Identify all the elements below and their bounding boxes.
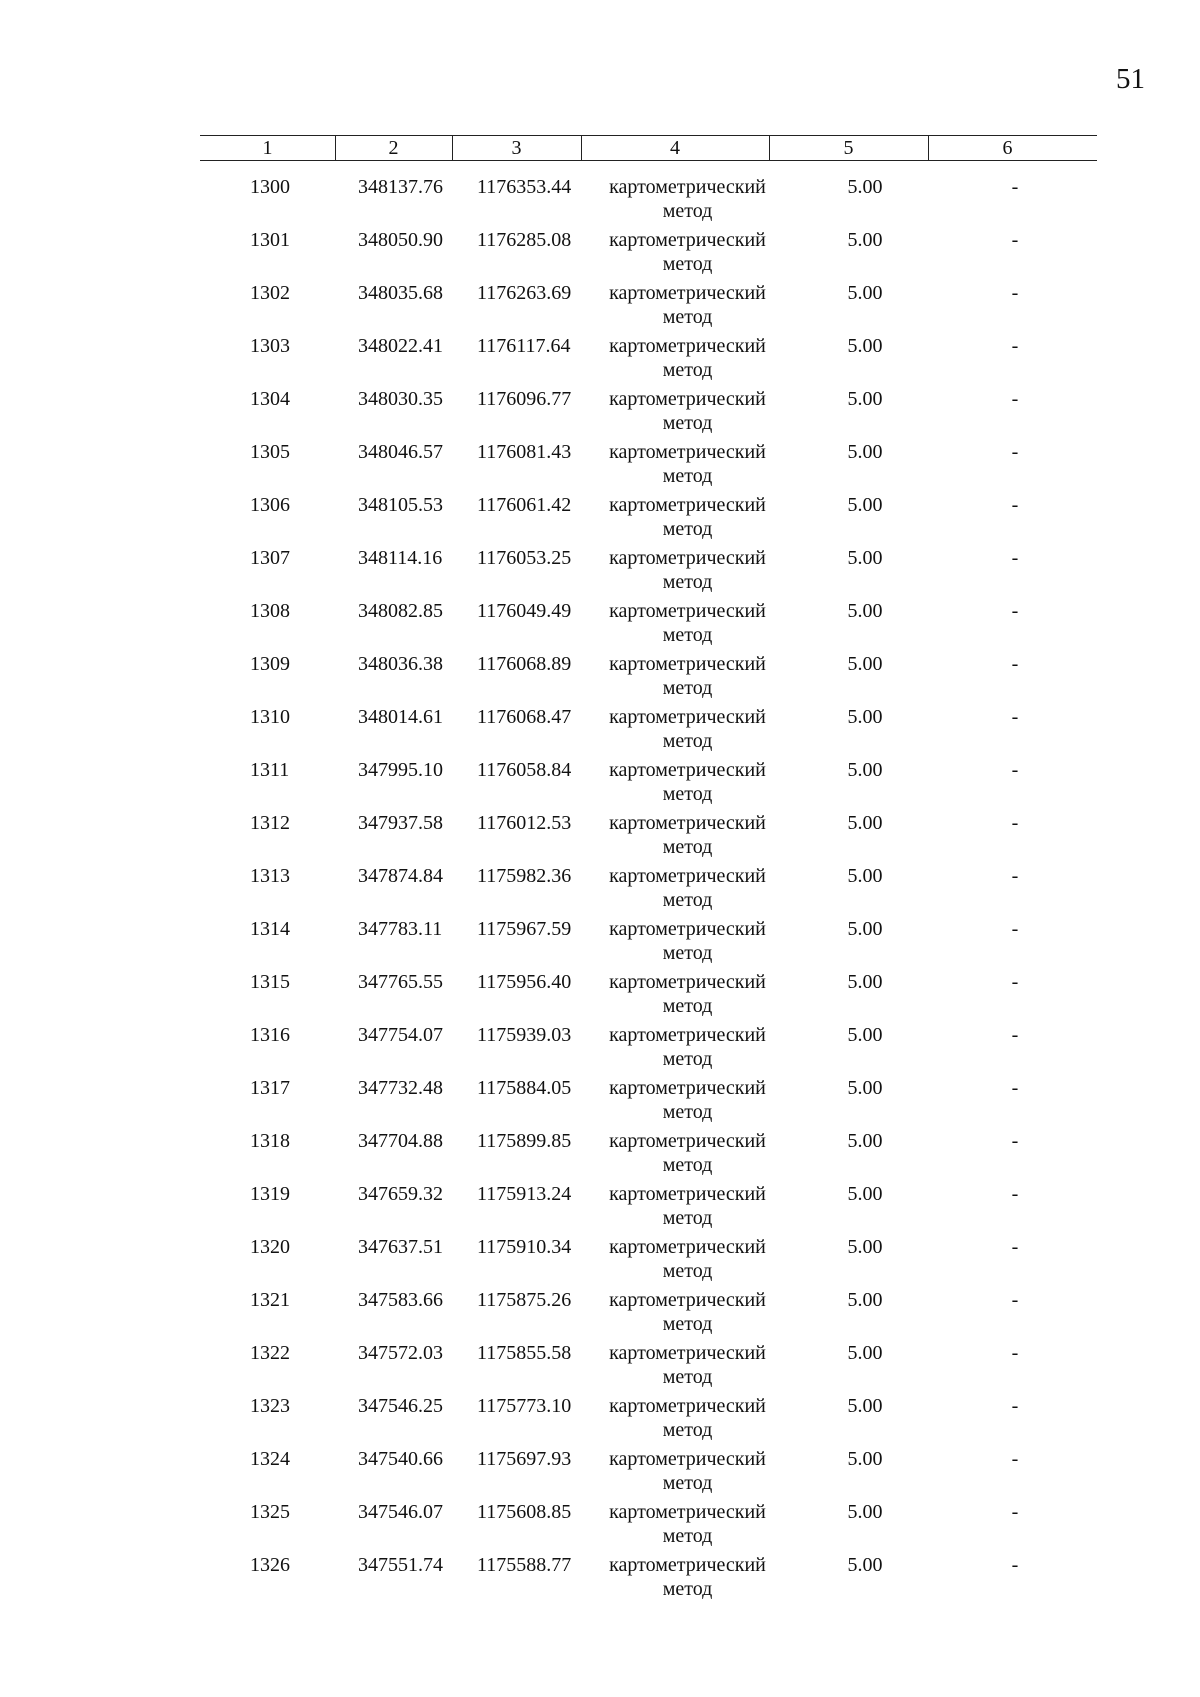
method-line-1: картометрический	[609, 1183, 766, 1205]
coordinate-x: 347572.03	[358, 1342, 443, 1364]
note-value: -	[1011, 1077, 1019, 1099]
method-cell	[590, 1394, 785, 1442]
method-cell	[590, 1341, 785, 1389]
coordinate-y: 1176068.47	[477, 706, 572, 728]
note-value: -	[1011, 759, 1019, 781]
method-cell	[590, 970, 785, 1018]
accuracy-value: 5.00	[847, 229, 883, 251]
coordinate-y: 1175608.85	[477, 1501, 572, 1523]
table-row	[200, 1076, 1097, 1129]
table-row	[200, 1394, 1097, 1447]
coordinate-y: 1175773.10	[477, 1395, 572, 1417]
note-value: -	[1011, 1236, 1019, 1258]
table-row	[200, 493, 1097, 546]
coordinate-y: 1175939.03	[477, 1024, 572, 1046]
point-number: 1319	[250, 1183, 290, 1205]
table-row	[200, 970, 1097, 1023]
table-row	[200, 1341, 1097, 1394]
note-value: -	[1011, 865, 1019, 887]
note-value: -	[1011, 1130, 1019, 1152]
accuracy-value: 5.00	[847, 1024, 883, 1046]
method-cell	[590, 1288, 785, 1336]
method-line-2: метод	[662, 359, 713, 381]
accuracy-value: 5.00	[847, 547, 883, 569]
method-cell	[590, 1023, 785, 1071]
method-line-1: картометрический	[609, 600, 766, 622]
accuracy-value: 5.00	[847, 600, 883, 622]
accuracy-value: 5.00	[847, 1554, 883, 1576]
method-line-2: метод	[662, 624, 713, 646]
table-row	[200, 599, 1097, 652]
method-line-1: картометрический	[609, 759, 766, 781]
method-line-2: метод	[662, 1419, 713, 1441]
method-cell	[590, 1129, 785, 1177]
coordinate-x: 347995.10	[358, 759, 443, 781]
note-value: -	[1011, 918, 1019, 940]
coordinate-x: 348050.90	[358, 229, 443, 251]
coordinate-y: 1175697.93	[477, 1448, 572, 1470]
method-cell	[590, 1500, 785, 1548]
method-line-2: метод	[662, 836, 713, 858]
coordinate-x: 348022.41	[358, 335, 443, 357]
point-number: 1306	[250, 494, 290, 516]
method-cell	[590, 493, 785, 541]
accuracy-value: 5.00	[847, 176, 883, 198]
method-cell	[590, 1447, 785, 1495]
table-row	[200, 1023, 1097, 1076]
method-line-2: метод	[662, 253, 713, 275]
point-number: 1315	[250, 971, 290, 993]
method-line-2: метод	[662, 412, 713, 434]
method-line-1: картометрический	[609, 441, 766, 463]
note-value: -	[1011, 1342, 1019, 1364]
method-cell	[590, 1076, 785, 1124]
coordinate-y: 1176117.64	[477, 335, 571, 357]
point-number: 1310	[250, 706, 290, 728]
method-line-2: метод	[662, 306, 713, 328]
table-row	[200, 1182, 1097, 1235]
point-number: 1301	[250, 229, 290, 251]
table-row	[200, 1235, 1097, 1288]
header-cell-4: 4	[670, 137, 680, 159]
method-line-2: метод	[662, 465, 713, 487]
table-row	[200, 546, 1097, 599]
point-number: 1318	[250, 1130, 290, 1152]
method-line-1: картометрический	[609, 547, 766, 569]
note-value: -	[1011, 1183, 1019, 1205]
method-line-1: картометрический	[609, 388, 766, 410]
coordinate-x: 347659.32	[358, 1183, 443, 1205]
table-row	[200, 1500, 1097, 1553]
method-cell	[590, 175, 785, 223]
method-line-1: картометрический	[609, 865, 766, 887]
coordinate-y: 1175875.26	[477, 1289, 572, 1311]
point-number: 1311	[250, 759, 290, 781]
method-cell	[590, 811, 785, 859]
coordinate-x: 347765.55	[358, 971, 443, 993]
method-line-2: метод	[662, 1048, 713, 1070]
method-line-1: картометрический	[609, 1395, 766, 1417]
accuracy-value: 5.00	[847, 1395, 883, 1417]
method-line-2: метод	[662, 730, 713, 752]
header-cell-2: 2	[388, 137, 399, 159]
method-line-1: картометрический	[609, 653, 766, 675]
point-number: 1308	[250, 600, 290, 622]
method-line-1: картометрический	[609, 1501, 766, 1523]
method-cell	[590, 387, 785, 435]
method-line-1: картометрический	[609, 1554, 766, 1576]
method-cell	[590, 281, 785, 329]
method-line-2: метод	[662, 1578, 713, 1600]
coordinate-x: 347874.84	[358, 865, 443, 887]
note-value: -	[1011, 335, 1019, 357]
coordinate-y: 1176058.84	[477, 759, 572, 781]
accuracy-value: 5.00	[847, 494, 883, 516]
coordinate-x: 348105.53	[358, 494, 443, 516]
accuracy-value: 5.00	[847, 282, 883, 304]
method-line-1: картометрический	[609, 494, 766, 516]
table-row	[200, 440, 1097, 493]
note-value: -	[1011, 229, 1019, 251]
method-line-2: метод	[662, 1260, 713, 1282]
point-number: 1325	[250, 1501, 290, 1523]
coordinate-y: 1176353.44	[477, 176, 572, 198]
method-line-2: метод	[662, 942, 713, 964]
method-line-2: метод	[662, 677, 713, 699]
method-cell	[590, 917, 785, 965]
coordinate-x: 347637.51	[358, 1236, 443, 1258]
method-line-1: картометрический	[609, 918, 766, 940]
table-body	[200, 175, 1097, 1606]
method-cell	[590, 1553, 785, 1601]
method-cell	[590, 228, 785, 276]
point-number: 1302	[250, 282, 290, 304]
point-number: 1326	[250, 1554, 290, 1576]
table-row	[200, 1553, 1097, 1606]
coordinate-y: 1175967.59	[477, 918, 572, 940]
method-line-1: картометрический	[609, 1077, 766, 1099]
coordinate-y: 1176053.25	[477, 547, 572, 569]
accuracy-value: 5.00	[847, 441, 883, 463]
accuracy-value: 5.00	[847, 812, 883, 834]
method-line-2: метод	[662, 1525, 713, 1547]
note-value: -	[1011, 388, 1019, 410]
method-line-2: метод	[662, 571, 713, 593]
accuracy-value: 5.00	[847, 759, 883, 781]
method-line-1: картометрический	[609, 335, 766, 357]
point-number: 1317	[250, 1077, 290, 1099]
coordinate-x: 348014.61	[358, 706, 443, 728]
coordinate-y: 1176096.77	[477, 388, 572, 410]
table-header-row	[200, 135, 1097, 161]
note-value: -	[1011, 812, 1019, 834]
accuracy-value: 5.00	[847, 1130, 883, 1152]
note-value: -	[1011, 176, 1019, 198]
coordinate-x: 348137.76	[358, 176, 443, 198]
coordinate-y: 1175956.40	[477, 971, 572, 993]
note-value: -	[1011, 971, 1019, 993]
table-row	[200, 175, 1097, 228]
table-row	[200, 811, 1097, 864]
point-number: 1305	[250, 441, 290, 463]
table-row	[200, 228, 1097, 281]
method-line-1: картометрический	[609, 1342, 766, 1364]
point-number: 1314	[250, 918, 290, 940]
accuracy-value: 5.00	[847, 865, 883, 887]
page-number: 51	[1116, 63, 1145, 95]
accuracy-value: 5.00	[847, 1077, 883, 1099]
coordinates-table	[200, 135, 1097, 1600]
coordinate-y: 1176012.53	[477, 812, 572, 834]
coordinate-x: 347783.11	[358, 918, 443, 940]
method-line-1: картометрический	[609, 706, 766, 728]
note-value: -	[1011, 1501, 1019, 1523]
coordinate-y: 1176061.42	[477, 494, 572, 516]
table-row	[200, 758, 1097, 811]
accuracy-value: 5.00	[847, 1183, 883, 1205]
method-line-2: метод	[662, 1154, 713, 1176]
coordinate-x: 347551.74	[358, 1554, 443, 1576]
coordinate-y: 1175884.05	[477, 1077, 572, 1099]
method-cell	[590, 599, 785, 647]
note-value: -	[1011, 547, 1019, 569]
table-row	[200, 1447, 1097, 1500]
point-number: 1316	[250, 1024, 290, 1046]
method-line-1: картометрический	[609, 176, 766, 198]
accuracy-value: 5.00	[847, 1501, 883, 1523]
note-value: -	[1011, 1395, 1019, 1417]
method-cell	[590, 652, 785, 700]
coordinate-y: 1176049.49	[477, 600, 572, 622]
method-line-2: метод	[662, 783, 713, 805]
table-row	[200, 864, 1097, 917]
point-number: 1309	[250, 653, 290, 675]
coordinate-x: 348046.57	[358, 441, 443, 463]
accuracy-value: 5.00	[847, 388, 883, 410]
accuracy-value: 5.00	[847, 918, 883, 940]
coordinate-x: 347704.88	[358, 1130, 443, 1152]
note-value: -	[1011, 441, 1019, 463]
coordinate-x: 347732.48	[358, 1077, 443, 1099]
accuracy-value: 5.00	[847, 653, 883, 675]
table-row	[200, 281, 1097, 334]
method-line-2: метод	[662, 889, 713, 911]
method-line-1: картометрический	[609, 229, 766, 251]
method-line-2: метод	[662, 1366, 713, 1388]
coordinate-y: 1175982.36	[477, 865, 572, 887]
coordinate-x: 348082.85	[358, 600, 443, 622]
coordinate-x: 348036.38	[358, 653, 443, 675]
note-value: -	[1011, 1024, 1019, 1046]
method-line-1: картометрический	[609, 812, 766, 834]
method-cell	[590, 758, 785, 806]
coordinate-y: 1176068.89	[477, 653, 572, 675]
coordinate-y: 1175910.34	[477, 1236, 572, 1258]
accuracy-value: 5.00	[847, 1342, 883, 1364]
header-cell-6: 6	[1002, 137, 1013, 159]
table-row	[200, 334, 1097, 387]
accuracy-value: 5.00	[847, 1448, 883, 1470]
note-value: -	[1011, 282, 1019, 304]
method-cell	[590, 705, 785, 753]
accuracy-value: 5.00	[847, 1289, 883, 1311]
coordinate-x: 347583.66	[358, 1289, 443, 1311]
note-value: -	[1011, 494, 1019, 516]
method-line-1: картометрический	[609, 971, 766, 993]
header-cell-1: 1	[262, 137, 273, 159]
method-line-2: метод	[662, 200, 713, 222]
method-line-2: метод	[662, 1313, 713, 1335]
table-row	[200, 1129, 1097, 1182]
table-row	[200, 917, 1097, 970]
coordinate-x: 347937.58	[358, 812, 443, 834]
point-number: 1321	[250, 1289, 290, 1311]
coordinate-x: 347540.66	[358, 1448, 443, 1470]
point-number: 1322	[250, 1342, 290, 1364]
method-line-2: метод	[662, 1101, 713, 1123]
method-line-1: картометрический	[609, 1130, 766, 1152]
method-cell	[590, 1182, 785, 1230]
method-cell	[590, 546, 785, 594]
point-number: 1320	[250, 1236, 290, 1258]
method-line-2: метод	[662, 1472, 713, 1494]
coordinate-x: 347546.25	[358, 1395, 443, 1417]
point-number: 1324	[250, 1448, 290, 1470]
note-value: -	[1011, 1554, 1019, 1576]
point-number: 1312	[250, 812, 290, 834]
table-row	[200, 705, 1097, 758]
point-number: 1323	[250, 1395, 290, 1417]
table-row	[200, 1288, 1097, 1341]
method-cell	[590, 440, 785, 488]
accuracy-value: 5.00	[847, 706, 883, 728]
accuracy-value: 5.00	[847, 1236, 883, 1258]
method-line-2: метод	[662, 995, 713, 1017]
note-value: -	[1011, 1289, 1019, 1311]
header-cell-3: 3	[511, 137, 522, 159]
table-row	[200, 387, 1097, 440]
point-number: 1307	[250, 547, 290, 569]
coordinate-x: 347546.07	[358, 1501, 443, 1523]
coordinate-x: 347754.07	[358, 1024, 443, 1046]
header-cell-5: 5	[843, 137, 854, 159]
method-line-1: картометрический	[609, 1236, 766, 1258]
coordinate-y: 1175588.77	[477, 1554, 572, 1576]
method-cell	[590, 1235, 785, 1283]
note-value: -	[1011, 1448, 1019, 1470]
method-line-1: картометрический	[609, 282, 766, 304]
accuracy-value: 5.00	[847, 335, 883, 357]
table-row	[200, 652, 1097, 705]
coordinate-x: 348035.68	[358, 282, 443, 304]
coordinate-y: 1175855.58	[477, 1342, 572, 1364]
method-line-1: картометрический	[609, 1448, 766, 1470]
method-line-1: картометрический	[609, 1024, 766, 1046]
note-value: -	[1011, 653, 1019, 675]
coordinate-x: 348030.35	[358, 388, 443, 410]
method-cell	[590, 864, 785, 912]
accuracy-value: 5.00	[847, 971, 883, 993]
point-number: 1304	[250, 388, 290, 410]
method-cell	[590, 334, 785, 382]
coordinate-x: 348114.16	[358, 547, 443, 569]
coordinate-y: 1175899.85	[477, 1130, 572, 1152]
note-value: -	[1011, 706, 1019, 728]
coordinate-y: 1176263.69	[477, 282, 572, 304]
method-line-1: картометрический	[609, 1289, 766, 1311]
coordinate-y: 1176081.43	[477, 441, 572, 463]
coordinate-y: 1175913.24	[477, 1183, 572, 1205]
method-line-2: метод	[662, 1207, 713, 1229]
coordinate-y: 1176285.08	[477, 229, 572, 251]
point-number: 1303	[250, 335, 290, 357]
point-number: 1300	[250, 176, 290, 198]
method-line-2: метод	[662, 518, 713, 540]
note-value: -	[1011, 600, 1019, 622]
point-number: 1313	[250, 865, 290, 887]
